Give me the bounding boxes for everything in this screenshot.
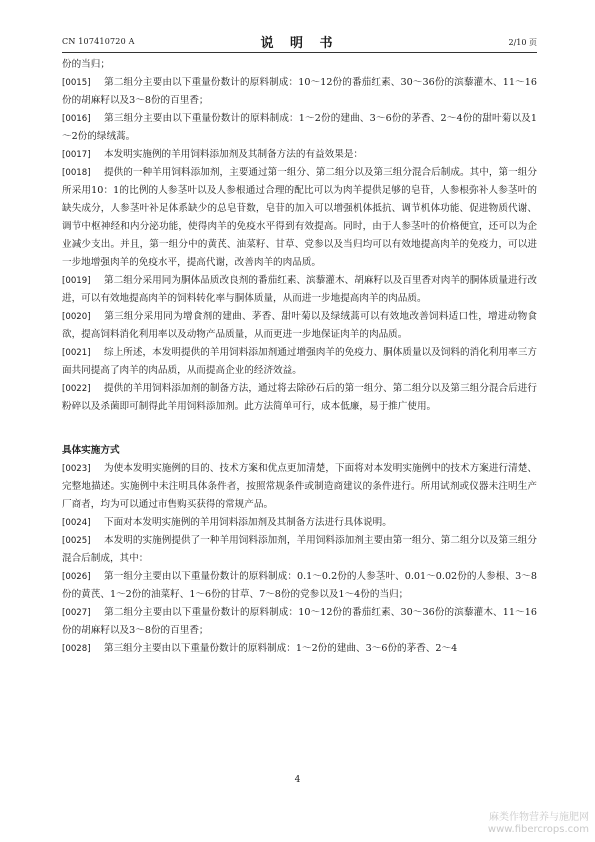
paragraph-text: 第三组分主要由以下重量份数计的原料制成：1～2份的建曲、3～6份的茅香、2～4份的甜叶菊以及1～2份的绿绒蒿。: [62, 113, 537, 142]
paragraph: [62, 110, 537, 146]
paragraph-text: 第一组分主要由以下重量份数计的原料制成：0.1～0.2份的人参茎叶、0.01～0.02份的人参根、3～8份的黄芪、1～2份的油菜籽、1～6份的甘草、7～8份的党参以及1～4份的当归；: [62, 571, 537, 600]
paragraph-number: [0025]: [62, 536, 91, 546]
paragraph: [62, 272, 537, 308]
paragraph-group-embodiments: [62, 460, 537, 658]
continued-text: 份的当归；: [62, 59, 110, 70]
watermark-site-name: 麻类作物营养与施肥网: [489, 812, 589, 823]
paragraph-number: [0027]: [62, 608, 91, 618]
paragraph-number: [0018]: [62, 168, 91, 178]
paragraph: [62, 514, 537, 532]
paragraph-text: 第二组分采用同为胴体品质改良剂的番茄红素、滨藜灌木、胡麻籽以及百里香对肉羊的胴体质量进行改进，可以有效地提高肉羊的饲料转化率与胴体质量，从而进一步地提高肉羊的肉品质。: [62, 275, 537, 304]
paragraph-number: [0026]: [62, 572, 91, 582]
section-gap: [62, 416, 537, 442]
paragraph-number: [0022]: [62, 384, 91, 394]
paragraph-group-benefits: [62, 74, 537, 416]
paragraph-text: 本发明实施例的羊用饲料添加剂及其制备方法的有益效果是：: [104, 149, 364, 160]
paragraph-text: 第三组分采用同为增食剂的建曲、茅香、甜叶菊以及绿绒蒿可以有效地改善饲料适口性，增进动物食欲，提高饲料消化利用率以及动物产品质量，从而更进一步地保证肉羊的肉品质。: [62, 311, 537, 340]
paragraph-number: [0020]: [62, 312, 91, 322]
paragraph-text: 第二组分主要由以下重量份数计的原料制成：10～12份的番茄红素、30～36份的滨藜灌木、11～16份的胡麻籽以及3～8份的百里香；: [62, 77, 537, 106]
paragraph: [62, 604, 537, 640]
paragraph-text: 本发明的实施例提供了一种羊用饲料添加剂，羊用饲料添加剂主要由第一组分、第二组分以及第三组分混合后制成，其中：: [62, 535, 537, 564]
paragraph: [62, 532, 537, 568]
paragraph: [62, 380, 537, 416]
paragraph-number: [0024]: [62, 518, 91, 528]
paragraph: [62, 568, 537, 604]
paragraph: [62, 164, 537, 272]
paragraph: [62, 640, 537, 658]
paragraph-number: [0016]: [62, 114, 91, 124]
paragraph-number: [0028]: [62, 644, 91, 654]
paragraph: [62, 344, 537, 380]
page-header: [62, 30, 537, 53]
document-title: 说 明 书: [260, 36, 339, 51]
paragraph-number: [0017]: [62, 150, 91, 160]
page-indicator: 2/10 页: [508, 38, 537, 47]
paragraph: [62, 460, 537, 514]
paragraph: [62, 146, 537, 164]
paragraph-number: [0019]: [62, 276, 91, 286]
paragraph: [62, 308, 537, 344]
patent-number: CN 107410720 A: [62, 37, 135, 46]
paragraph-text: 提供的一种羊用饲料添加剂，主要通过第一组分、第二组分以及第三组分混合后制成。其中，第一组分所采用10：1的比例的人参茎叶以及人参根通过合理的配比可以为肉羊提供足够的皂苷，人参根弥补人参茎叶的缺失成分，人参茎叶补足体系缺少的总皂苷数，皂苷的加入可以增强机体抵抗、调节机体功能、促进物质代谢、调节中枢神经和内分泌功能，使得肉羊的免疫水平得到有效提高。同时，由于人参茎叶的价格便宜，还可以为企业减少支出。并且，第一组分中的黄芪、油菜籽、甘草、党参以及当归均可以有效地提高肉羊的免疫力，可以进一步地增强肉羊的免疫水平，提高代谢，改善肉羊的肉品质。: [62, 167, 537, 268]
paragraph-text: 第三组分主要由以下重量份数计的原料制成：1～2份的建曲、3～6份的茅香、2～4: [104, 643, 458, 654]
paragraph-number: [0023]: [62, 464, 91, 474]
paragraph-text: 综上所述，本发明提供的羊用饲料添加剂通过增强肉羊的免疫力、胴体质量以及饲料的消化利用率三方面共同提高了肉羊的肉品质，从而提高企业的经济效益。: [62, 347, 537, 376]
section-heading: 具体实施方式: [62, 445, 120, 456]
paragraph-number: [0021]: [62, 348, 91, 358]
paragraph-text: 为使本发明实施例的目的、技术方案和优点更加清楚，下面将对本发明实施例中的技术方案进行清楚、完整地描述。实施例中未注明具体条件者，按照常规条件或制造商建议的条件进行。所用试剂或仪器未注明生产厂商者，均为可以通过市售购买获得的常规产品。: [62, 463, 537, 510]
paragraph-text: 下面对本发明实施例的羊用饲料添加剂及其制备方法进行具体说明。: [104, 517, 392, 528]
paragraph-text: 提供的羊用饲料添加剂的制备方法，通过将去除砂石后的第一组分、第二组分以及第三组分混合后进行粉碎以及杀菌即可制得此羊用饲料添加剂。此方法简单可行，成本低廉，易于推广使用。: [62, 383, 537, 412]
site-watermark: [488, 812, 589, 836]
watermark-url: www.fibercrops.com: [487, 824, 589, 835]
document-body: [62, 56, 537, 658]
paragraph: [62, 74, 537, 110]
paragraph-text: 第二组分主要由以下重量份数计的原料制成：10～12份的番茄红素、30～36份的滨藜灌木、11～16份的胡麻籽以及3～8份的百里香；: [62, 607, 537, 636]
page-number: 4: [294, 775, 301, 785]
paragraph-number: [0015]: [62, 78, 91, 88]
